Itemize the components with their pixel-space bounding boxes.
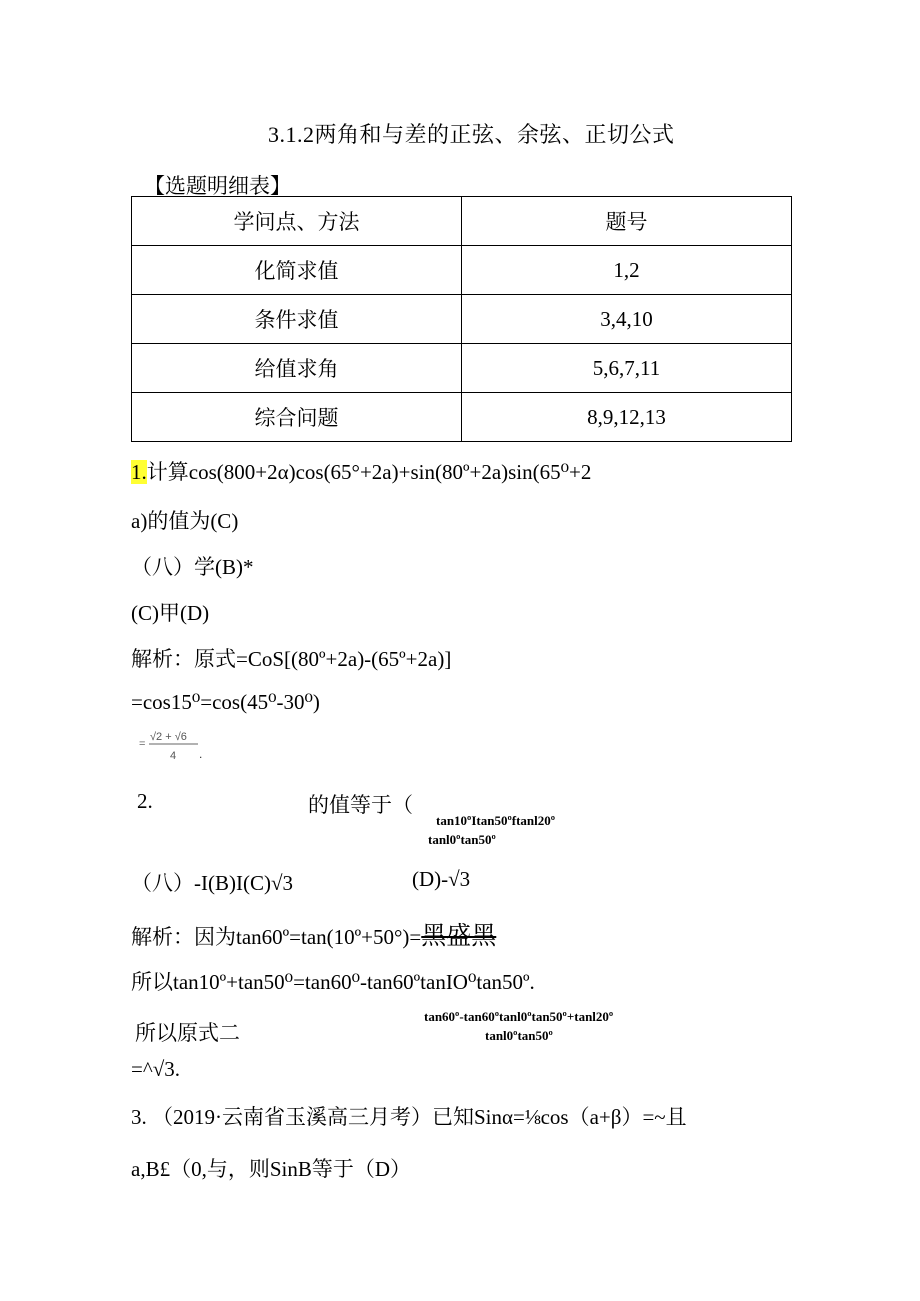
table-cell: 给值求角 — [132, 344, 462, 393]
table-row — [132, 393, 792, 442]
q3-line1: 3. （2019·云南省玉溪高三月考）已知Sinα=⅛cos（a+β）=~且 — [131, 1105, 687, 1129]
table-cell: 综合问题 — [132, 393, 462, 442]
q2-solution-3-denominator: tanl0ºtan50º — [485, 1028, 553, 1043]
table-cell: 1,2 — [462, 246, 792, 295]
q1-line1 — [131, 456, 591, 486]
q2-fraction-numerator: tan10ºItan50ºftanl20º — [436, 813, 556, 828]
q1-text: 计算cos(800+2α)cos(65°+2a)+sin(80º+2a)sin(65⁰+2 — [146, 460, 592, 484]
q2-text: 的值等于（ — [308, 793, 413, 817]
table-row — [132, 246, 792, 295]
q2-number: 2. — [137, 789, 153, 813]
fraction-denominator: 4 — [170, 750, 177, 762]
q2-option-d: (D)-√3 — [412, 867, 471, 891]
fraction-prefix: = — [139, 738, 146, 750]
table-cell: 3,4,10 — [462, 295, 792, 344]
q2-solution-3-numerator: tan60º-tan60ºtanl0ºtan50º+tanl20º — [424, 1009, 614, 1024]
q2-solution-3: 所以原式二 — [135, 1021, 240, 1045]
q2-solution-2: 所以tan10º+tan50⁰=tan60⁰-tan60ºtanIO⁰tan50º. — [131, 970, 535, 994]
table-header-row — [132, 197, 792, 246]
q2-options: （八）-I(B)I(C)√3 — [131, 871, 293, 895]
q1-number: 1. — [131, 460, 147, 484]
fraction-numerator: √2 + √6 — [150, 731, 187, 743]
q1-option-a: （八）学(B)* — [131, 555, 254, 579]
q1-solution-2: =cos15⁰=cos(45⁰-30⁰) — [131, 690, 320, 714]
page-title: 3.1.2两角和与差的正弦、余弦、正切公式 — [268, 122, 675, 147]
fraction-suffix: . — [199, 747, 203, 761]
q2-solution-1 — [131, 916, 496, 952]
q2-solution-4: =^√3. — [131, 1057, 180, 1081]
q1-line2: a)的值为(C) — [131, 509, 239, 533]
topic-table — [131, 196, 792, 442]
q2-solution-1-text: 解析：因为tan60º=tan(10º+50°)= — [131, 925, 422, 949]
table-cell: 8,9,12,13 — [462, 393, 792, 442]
table-caption: 【选题明细表】 — [144, 174, 291, 198]
q1-option-c: (C)甲(D) — [131, 601, 210, 625]
table-row — [132, 295, 792, 344]
column-header: 学问点、方法 — [132, 197, 462, 246]
table-cell: 化简求值 — [132, 246, 462, 295]
q1-solution-fraction — [138, 728, 208, 769]
q2-struck-fraction: 黑盛黑 — [421, 923, 497, 950]
q2-fraction-denominator: tanl0ºtan50º — [428, 832, 496, 847]
q3-line2: a,B£（0,与，则SinB等于（D） — [131, 1157, 412, 1181]
q1-solution-1: 解析：原式=CoS[(80º+2a)-(65º+2a)] — [131, 647, 452, 671]
table-cell: 条件求值 — [132, 295, 462, 344]
table-cell: 5,6,7,11 — [462, 344, 792, 393]
table-row — [132, 344, 792, 393]
column-header: 题号 — [462, 197, 792, 246]
